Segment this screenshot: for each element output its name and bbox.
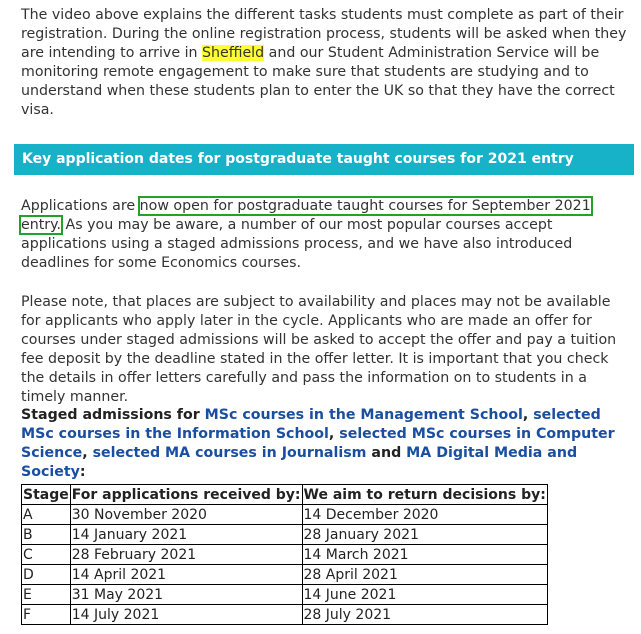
cell-received-by: 31 May 2021 — [70, 585, 302, 605]
separator: , — [328, 426, 340, 442]
cell-decisions-by: 14 June 2021 — [302, 585, 547, 605]
section-title: Key application dates for postgraduate taught courses for 2021 entry — [22, 151, 574, 167]
intro-text-2: and our Student Administration Service will be monitoring remote engagement to make sure that students are studying and to understand when these students plan to enter the UK so that they have the correct visa. — [21, 45, 615, 118]
table-row — [22, 565, 548, 585]
applications-text-1: Applications are — [21, 198, 140, 214]
link-journalism[interactable]: selected MA courses in Journalism — [92, 445, 367, 461]
header-decisions-by: We aim to return decisions by: — [303, 486, 546, 503]
separator: , — [82, 445, 93, 461]
cell-stage: F — [22, 605, 71, 625]
cell-decisions-by: 28 July 2021 — [302, 605, 547, 625]
staged-admissions-paragraph — [21, 406, 627, 482]
cell-decisions-by: 14 December 2020 — [302, 505, 547, 525]
cell-received-by: 14 January 2021 — [70, 525, 302, 545]
cell-decisions-by: 28 April 2021 — [302, 565, 547, 585]
colon: : — [79, 464, 86, 480]
separator: , — [522, 407, 534, 423]
highlighted-word: Sheffield — [202, 45, 265, 61]
note-paragraph: Please note, that places are subject to availability and places may not be available for applicants who apply later in the cycle. Applicants who are made an offer for courses under staged admissions will be asked to accept the offer and pay a tuition fee deposit by the deadline stated in the offer letter. It is important that you check the details in offer letters carefully and pass the information on to students in a timely manner. — [21, 294, 617, 405]
link-computer-science[interactable]: selected MSc courses in Computer Science — [21, 426, 615, 461]
boxed-phrase: now open for postgraduate taught courses for September 2021 entry. — [21, 198, 591, 233]
header-received-by: For applications received by: — [71, 486, 301, 503]
cell-decisions-by: 28 January 2021 — [302, 525, 547, 545]
applications-paragraph — [21, 197, 627, 273]
table-row — [22, 545, 548, 565]
intro-paragraph — [21, 6, 627, 120]
cell-received-by: 14 July 2021 — [70, 605, 302, 625]
link-management-school[interactable]: MSc courses in the Management School — [204, 407, 523, 423]
table-row — [22, 505, 548, 525]
link-digital-media[interactable]: MA Digital Media and Society — [21, 445, 578, 480]
table-row — [22, 525, 548, 545]
cell-stage: D — [22, 565, 71, 585]
staged-prefix: Staged admissions for — [21, 407, 205, 423]
cell-stage: E — [22, 585, 71, 605]
header-stage: Stage — [23, 486, 69, 503]
cell-stage: A — [22, 505, 71, 525]
staged-admissions-table — [21, 484, 548, 625]
cell-decisions-by: 14 March 2021 — [302, 545, 547, 565]
table-row — [22, 605, 548, 625]
section-banner — [14, 144, 634, 175]
cell-received-by: 30 November 2020 — [70, 505, 302, 525]
cell-stage: C — [22, 545, 71, 565]
cell-stage: B — [22, 525, 71, 545]
cell-received-by: 28 February 2021 — [70, 545, 302, 565]
conjunction: and — [366, 445, 407, 461]
applications-text-2: As you may be aware, a number of our most popular courses accept applications using a staged admissions process, and we have also introduced deadlines for some Economics courses. — [21, 217, 573, 271]
link-information-school[interactable]: selected MSc courses in the Information School — [21, 407, 601, 442]
table-row — [22, 585, 548, 605]
intro-text-1: The video above explains the different tasks students must complete as part of their registration. During the online registration process, students will be asked when they are intending to arrive in — [21, 7, 627, 61]
table-header-row — [22, 485, 548, 505]
cell-received-by: 14 April 2021 — [70, 565, 302, 585]
